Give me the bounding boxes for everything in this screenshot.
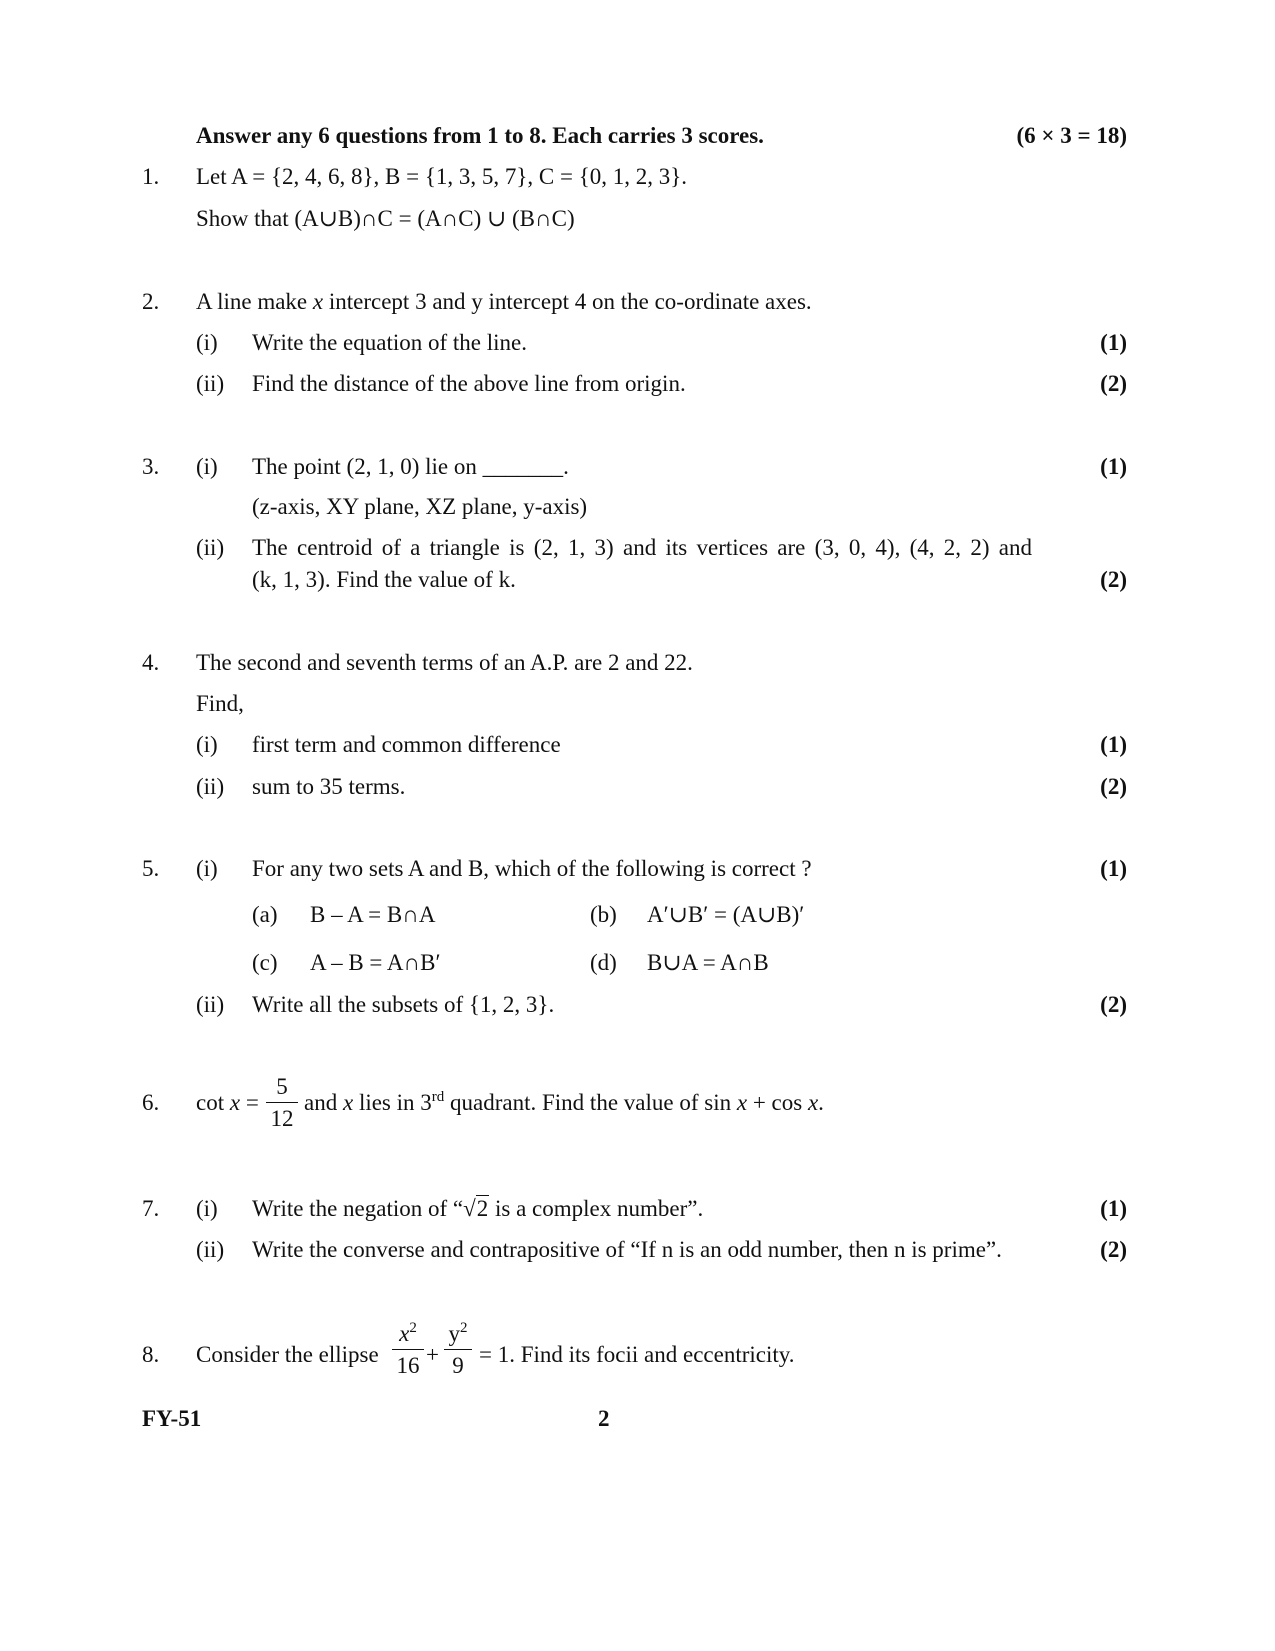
instruction-text: Answer any 6 questions from 1 to 8. Each carries 3 scores.: [196, 123, 764, 148]
q5-option-a-label: (a): [252, 902, 278, 927]
q4-ii-marks: (2): [1100, 774, 1127, 799]
q6-fraction-numerator: 5: [276, 1074, 288, 1099]
q8-plus: +: [426, 1342, 439, 1367]
q5-i-marks: (1): [1100, 856, 1127, 881]
q5-i-label: (i): [196, 856, 218, 881]
q4-line1: The second and seventh terms of an A.P. are 2 and 22.: [196, 650, 693, 675]
q8-fraction-y: $y^2$ 9: [444, 1322, 472, 1377]
q3-ii-line2: (k, 1, 3). Find the value of k.: [252, 567, 516, 592]
q5-option-c-label: (c): [252, 950, 278, 975]
q2-ii-text: Find the distance of the above line from origin.: [252, 371, 686, 396]
q5-ii-label: (ii): [196, 992, 225, 1017]
page-number: 2: [598, 1406, 610, 1431]
q6-fraction: [266, 1075, 298, 1130]
q6-number: 6.: [142, 1090, 160, 1115]
q3-number: 3.: [142, 454, 160, 479]
q6-lhs: cot x =: [196, 1090, 259, 1115]
q8-pre: Consider the ellipse: [196, 1342, 379, 1367]
q3-i-text: The point (2, 1, 0) lie on _______.: [252, 454, 569, 479]
q4-number: 4.: [142, 650, 160, 675]
fraction-bar: [444, 1349, 472, 1350]
q7-number: 7.: [142, 1196, 160, 1221]
fraction-bar: [266, 1102, 298, 1103]
q1-line2: Show that (A∪B)∩C = (A∩C) ∪ (B∩C): [196, 206, 575, 231]
q4-i-text: first term and common difference: [252, 732, 561, 757]
q3-ii-label: (ii): [196, 535, 225, 560]
q4-ii-label: (ii): [196, 774, 225, 799]
q2-ii-label: (ii): [196, 371, 225, 396]
q5-option-b-text: A′∪B′ = (A∪B)′: [647, 902, 805, 927]
q8-post: = 1. Find its focii and eccentricity.: [479, 1342, 795, 1367]
q7-ii-marks: (2): [1100, 1237, 1127, 1262]
q2-ii-marks: (2): [1100, 371, 1127, 396]
q2-i-label: (i): [196, 330, 218, 355]
q4-ii-text: sum to 35 terms.: [252, 774, 406, 799]
q5-i-text: For any two sets A and B, which of the following is correct ?: [252, 856, 812, 881]
paper-code: FY-51: [142, 1406, 202, 1431]
q7-i-text: Write the negation of “√2 is a complex number”.: [252, 1196, 704, 1221]
q3-ii-marks: (2): [1100, 567, 1127, 592]
q5-option-a-text: B – A = B∩A: [310, 902, 436, 927]
q4-i-label: (i): [196, 732, 218, 757]
q5-option-d-text: B∪A = A∩B: [647, 950, 769, 975]
q3-i-options: (z-axis, XY plane, XZ plane, y-axis): [252, 494, 588, 519]
q5-number: 5.: [142, 856, 160, 881]
q7-ii-text: Write the converse and contrapositive of “If n is an odd number, then n is prime”.: [252, 1237, 1002, 1262]
q7-i-marks: (1): [1100, 1196, 1127, 1221]
q2-number: 2.: [142, 289, 160, 314]
q5-ii-marks: (2): [1100, 992, 1127, 1017]
q5-option-c-text: A – B = A∩B′: [310, 950, 441, 975]
q7-ii-label: (ii): [196, 1237, 225, 1262]
q5-option-b-label: (b): [590, 902, 617, 927]
q5-ii-text: Write all the subsets of {1, 2, 3}.: [252, 992, 555, 1017]
q1-number: 1.: [142, 164, 160, 189]
q8-fraction-x: $x^2$ 16: [392, 1322, 424, 1377]
q5-option-d-label: (d): [590, 950, 617, 975]
q4-i-marks: (1): [1100, 732, 1127, 757]
q6-fraction-denominator: 12: [270, 1106, 294, 1131]
q8-number: 8.: [142, 1342, 160, 1367]
q4-line2: Find,: [196, 691, 244, 716]
q1-line1: Let A = {2, 4, 6, 8}, B = {1, 3, 5, 7}, C = {0, 1, 2, 3}.: [196, 164, 688, 189]
q2-i-marks: (1): [1100, 330, 1127, 355]
q2-i-text: Write the equation of the line.: [252, 330, 527, 355]
q3-ii-line1: The centroid of a triangle is (2, 1, 3) and its vertices are (3, 0, 4), (4, 2, 2) and: [252, 535, 1032, 560]
sqrt-symbol: √2: [463, 1196, 489, 1221]
q7-i-label: (i): [196, 1196, 218, 1221]
q3-i-marks: (1): [1100, 454, 1127, 479]
q6-rest: and x lies in 3rd quadrant. Find the value of sin x + cos x.: [304, 1089, 824, 1115]
q2-stem: A line make x intercept 3 and y intercept 4 on the co-ordinate axes.: [196, 289, 812, 314]
q3-i-label: (i): [196, 454, 218, 479]
fraction-bar: [392, 1349, 424, 1350]
section-score: (6 × 3 = 18): [1016, 123, 1127, 148]
